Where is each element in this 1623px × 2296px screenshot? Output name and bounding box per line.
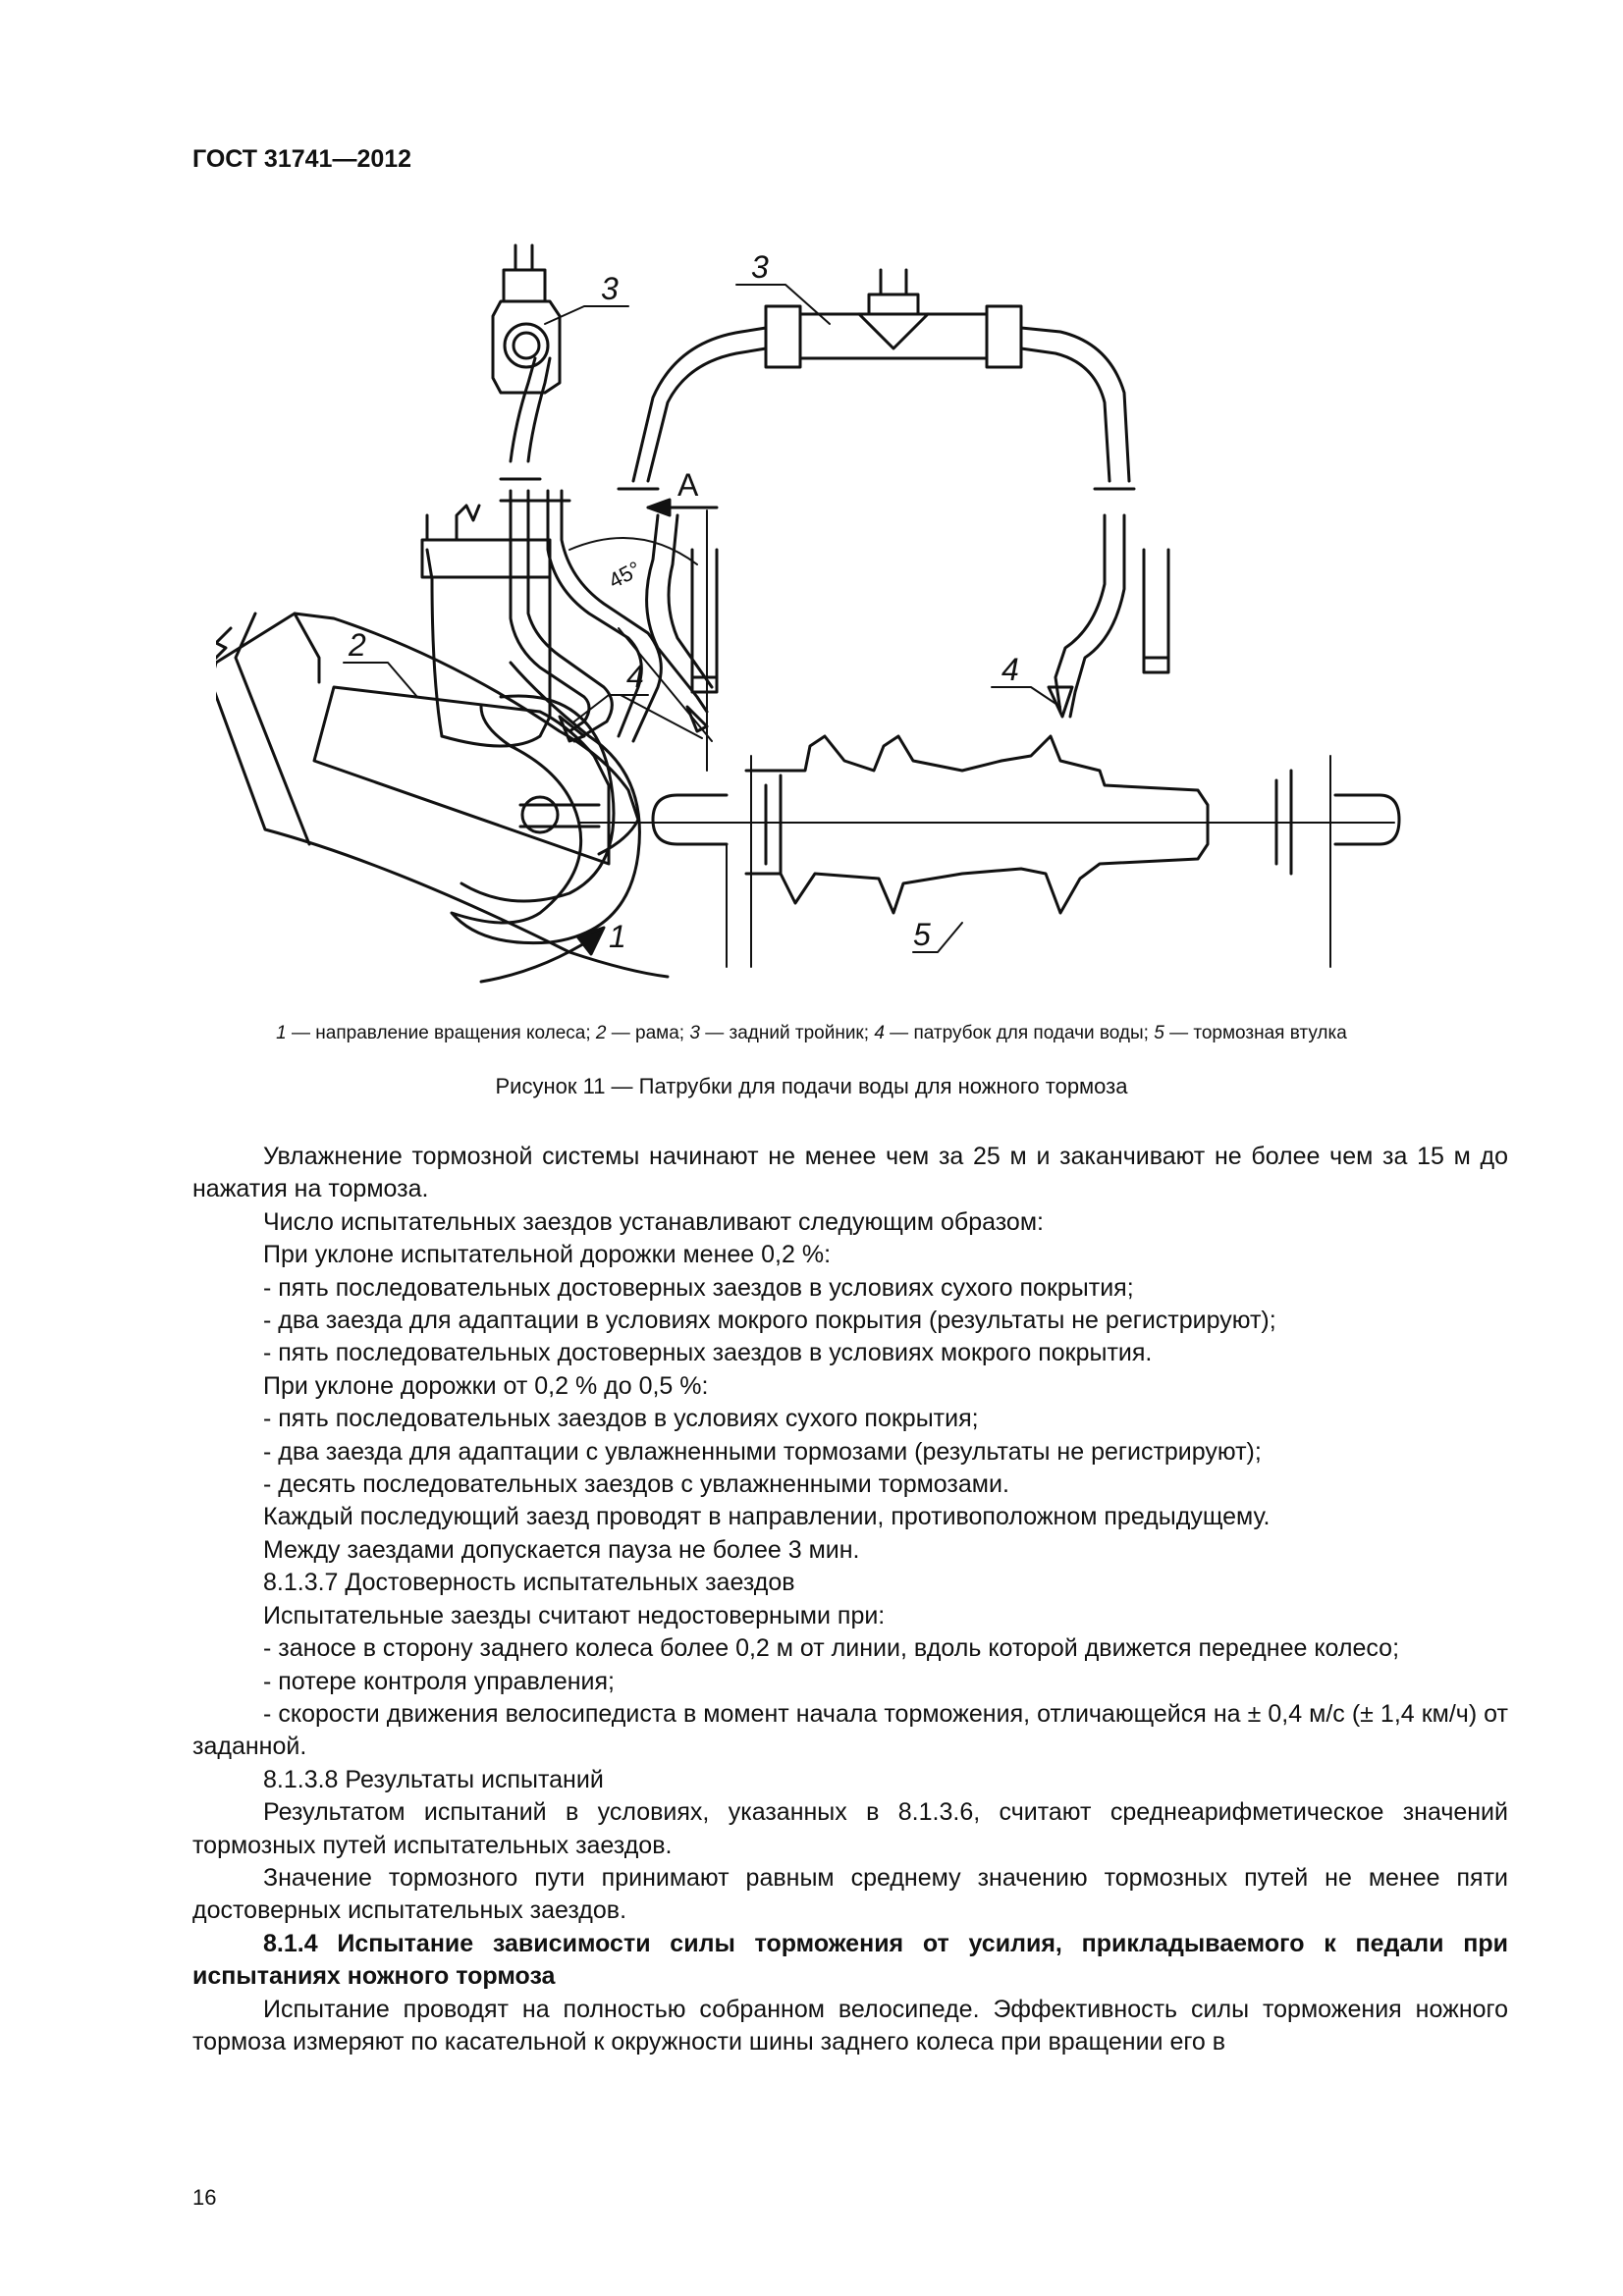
tee-left-stem [515,245,532,270]
frame-stay-edge [236,614,309,844]
pipe-right-lower-right-2 [1070,515,1124,717]
list-item: - пять последовательных достоверных заездов в условиях мокрого покрытия. [263,1339,1153,1367]
frame-stay-upper [216,614,638,854]
paragraph: Каждый последующий заезд проводят в направлении, противоположном предыдущему. [263,1503,1271,1531]
frame-slot [314,687,609,864]
legend-num-4: 4 [874,1023,885,1043]
tee-right-stem [881,270,906,294]
technical-drawing [216,226,1473,1011]
figure-11-drawing [216,226,1473,1011]
list-item: - заносе в сторону заднего колеса более 0,2 м от линии, вдоль которой движется переднее колесо; [263,1634,1400,1663]
figure-caption: Рисунок 11 — Патрубки для подачи воды для ножного тормоза [495,1074,1128,1098]
axle-right-end [1335,795,1399,844]
callout-2: 2 [349,627,366,663]
legend-num-1: 1 [276,1023,287,1043]
callout-4-right: 4 [1001,652,1019,687]
list-item: - десять последовательных заездов с увлажненными тормозами. [263,1470,1009,1499]
tee-right-left-nut [766,306,800,367]
paragraph: Увлажнение тормозной системы начинают не менее чем за 25 м и заканчивают не более чем за 15 м до нажатия на тормоза. [192,1143,1508,1203]
callout-1: 1 [609,919,626,954]
legend-text-4: — патрубок для подачи воды; [884,1023,1155,1043]
paragraph: Между заездами допускается пауза не более 3 мин. [263,1535,860,1564]
paragraph: Число испытательных заездов устанавливают следующим образом: [263,1207,1044,1236]
document-header: ГОСТ 31741—2012 [192,145,412,173]
tee-left-port-inner [514,333,539,358]
figure-legend [0,1023,1623,1044]
callout-4-left: 4 [626,659,644,694]
pipe-right-lower-right-1 [1055,515,1105,712]
clamp-block [422,540,550,577]
frame-break-left [295,614,319,682]
legend-text-1: — направление вращения колеса; [286,1023,596,1043]
body-text [192,1141,1508,2058]
tee-left-nut [504,270,545,301]
post-left [692,550,717,677]
hub-shell [746,736,1208,913]
rotation-arrow-1-head [577,928,604,954]
pipe-right-top-1 [648,348,766,481]
section-heading: 8.1.3.8 Результаты испытаний [263,1765,604,1793]
hanger-line-2 [442,550,550,746]
tee-right-body [800,314,987,358]
callout-3-right: 3 [751,249,769,285]
legend-num-3: 3 [689,1023,700,1043]
view-arrow-A-head [648,500,670,515]
axle-left-end [653,795,727,844]
legend-text-2: — рама; [606,1023,690,1043]
view-marker-A: А [677,467,699,503]
list-item: - два заезда для адаптации с увлажненными тормозами (результаты не регистрируют); [263,1437,1262,1466]
paragraph: При уклоне дорожки от 0,2 % до 0,5 %: [263,1371,709,1400]
section-heading: 8.1.3.7 Достоверность испытательных заездов [263,1569,795,1597]
pipe-right-lower-left-1 [647,515,707,712]
paragraph: Испытательные заезды считают недостоверными при: [263,1601,886,1629]
section-heading-bold: 8.1.4 Испытание зависимости силы торможения от усилия, прикладываемого к педали при испытаниях ножного тормоза [192,1929,1508,1991]
list-item: - два заезда для адаптации в условиях мокрого покрытия (результаты не регистрируют); [263,1307,1276,1335]
post-right [1144,550,1168,658]
post-left-foot [692,677,717,692]
tee-right-cone [859,314,928,348]
list-item: - пять последовательных заездов в условиях сухого покрытия; [263,1405,979,1433]
pipe-right-lower-left-2 [669,515,712,687]
tee-right-right-nut [987,306,1021,367]
pipe-left-lower-2 [528,491,612,741]
hub-flange-left [766,775,781,874]
page-number: 16 [192,2185,217,2210]
nozzle-right-left [687,707,707,731]
angle-label: 45° [604,556,645,594]
paragraph: При уклоне испытательной дорожки менее 0,2 %: [263,1241,832,1269]
legend-num-5: 5 [1154,1023,1164,1043]
callout-3-left: 3 [601,271,619,306]
legend-text-3: — задний тройник; [699,1023,875,1043]
callout-5: 5 [913,917,931,952]
legend-num-2: 2 [595,1023,607,1043]
hub-vertical-left [727,756,751,967]
pipe-right-top-4 [1021,348,1109,481]
list-item: - пять последовательных достоверных заездов в условиях сухого покрытия; [263,1273,1134,1302]
paragraph: Значение тормозного пути принимают равным среднему значению тормозных путей не менее пяти достоверных испытательных заездов. [192,1863,1508,1925]
paragraph: Испытание проводят на полностью собранном велосипеде. Эффективность силы торможения ножного тормоза измеряют по касательной к окружности шины заднего колеса при вращении его в [192,1995,1508,2056]
clamp-top [427,506,479,540]
tee-left-port-outer [505,324,548,367]
leader-3-right [736,285,830,324]
post-right-foot [1144,658,1168,672]
tee-right-nut-top [869,294,918,314]
legend-text-5: — тормозная втулка [1163,1023,1347,1043]
list-item: - потере контроля управления; [263,1667,615,1695]
list-item: - скорости движения велосипедиста в момент начала торможения, отличающейся на ± 0,4 м/с (± 1,4 км/ч) от заданной. [192,1699,1508,1761]
tee-left-body [493,301,560,393]
paragraph: Результатом испытаний в условиях, указанных в 8.1.3.6, считают среднеарифметическое значений тормозных путей испытательных заездов. [192,1798,1508,1859]
